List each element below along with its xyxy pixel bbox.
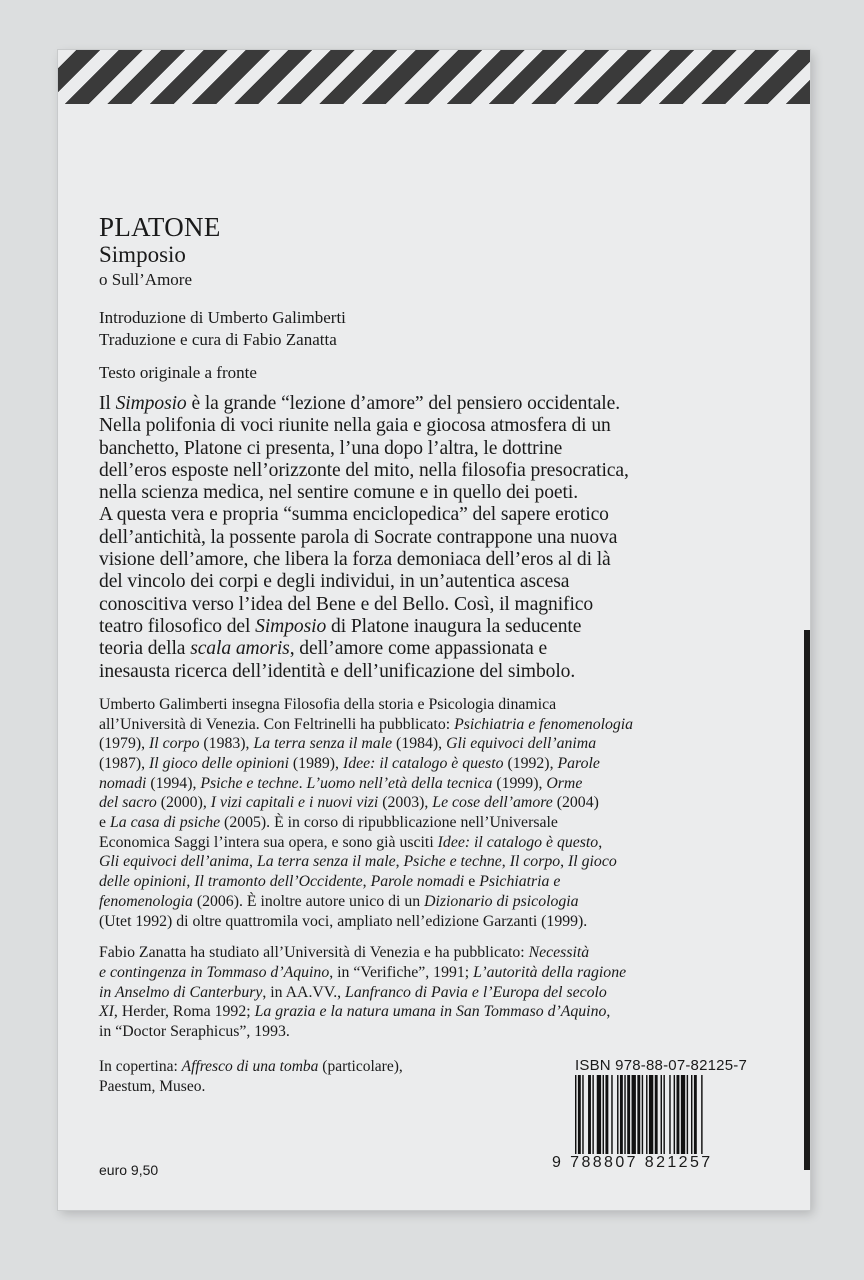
text-run: teatro filosofico del (99, 615, 256, 637)
italic-title-run: fenomenologia (99, 892, 193, 910)
italic-title-run: Il corpo (149, 735, 200, 753)
blurb-line (99, 504, 759, 526)
blurb-line (99, 571, 759, 593)
bio-galimberti-line (99, 754, 759, 774)
bio-zanatta-line (99, 1022, 759, 1042)
bio-zanatta-line (99, 983, 759, 1003)
text-run: Umberto Galimberti insegna Filosofia della storia e Psicologia dinamica (99, 695, 557, 713)
text-run: Paestum, Museo. (99, 1078, 206, 1095)
bio-galimberti-line (99, 734, 759, 754)
barcode-bar (687, 1075, 688, 1157)
italic-title-run: Lanfranco di Pavia e l’Europa del secolo (345, 983, 607, 1001)
blurb-line (99, 616, 759, 638)
italic-title-run: I vizi capitali e i nuovi vizi (210, 794, 379, 812)
text-run: visione dell’amore, che libera la forza demoniaca dell’eros al di là (99, 549, 611, 571)
book-back-cover (58, 50, 810, 1210)
italic-title-run: Parole (557, 754, 600, 772)
text-run: (1979), (99, 735, 150, 753)
text-run: (2000), (156, 794, 211, 812)
barcode-bar (620, 1075, 623, 1157)
barcode-bar (592, 1075, 593, 1157)
credits (99, 307, 759, 351)
text-run: , in AA.VV., (262, 983, 346, 1001)
text-run: dell’eros esposte nell’orizzonte del mito, nella filosofia presocratica, (99, 459, 629, 481)
barcode-bar (632, 1075, 636, 1157)
text-run: (1989), (288, 754, 343, 772)
italic-title-run: Psiche e techne (403, 853, 502, 871)
italic-title-run: nomadi (99, 774, 147, 792)
text-run: , (362, 873, 371, 891)
italic-title-run: Simposio (115, 393, 187, 414)
text-run: (1994), (146, 774, 201, 792)
text-run: teoria della (99, 638, 191, 660)
barcode-bar (627, 1075, 630, 1157)
barcode-bar (603, 1075, 604, 1157)
book-subtitle: o Sull’Amore (99, 270, 193, 289)
bio-galimberti-line (99, 912, 759, 932)
text-run: , (606, 1003, 611, 1021)
barcode-bar (663, 1075, 664, 1157)
text-run: (1987), (99, 754, 150, 772)
text-run: (Utet 1992) di oltre quattromila voci, ampliato nell’edizione Garzanti (1999). (99, 912, 588, 930)
barcode-bar (597, 1075, 601, 1157)
barcode-bar (669, 1075, 670, 1157)
text-run: , (395, 853, 404, 871)
blurb-line (99, 460, 759, 482)
cover-note-line (99, 1057, 519, 1077)
text-run: (1999), (492, 774, 547, 792)
italic-title-run: Psiche e techne (200, 774, 299, 792)
bio-galimberti-line (99, 793, 759, 813)
italic-title-run: Simposio (255, 615, 327, 637)
italic-title-run: Idee: il catalogo è questo (342, 754, 504, 772)
italic-title-run: Psichiatria e fenomenologia (454, 715, 634, 733)
blurb-line (99, 638, 759, 660)
cover-text (99, 212, 759, 1042)
italic-title-run: del sacro (99, 794, 157, 812)
text-run: (1984), (392, 735, 447, 753)
blurb-line (99, 482, 759, 504)
barcode-bar (691, 1075, 692, 1157)
text-run: (particolare), (318, 1058, 403, 1075)
italic-title-run: Psichiatria e (479, 873, 561, 891)
barcode-bar (677, 1075, 680, 1157)
text-run: , in “Verifiche”, 1991; (329, 964, 474, 981)
text-run: del vincolo dei corpi e degli individui, in un’autentica ascesa (99, 571, 570, 593)
bio-galimberti-line (99, 852, 759, 872)
text-run: Fabio Zanatta ha studiato all’Università di Venezia e ha pubblicato: (99, 944, 529, 962)
text-run: conoscitiva verso l’idea del Bene e del Bello. Così, il magnifico (99, 593, 594, 615)
barcode-bar (646, 1075, 647, 1157)
italic-title-run: e contingenza in Tommaso d’Aquino (99, 964, 330, 981)
cover-note-line (99, 1077, 519, 1097)
text-run: , (186, 873, 195, 891)
striped-header-band (58, 50, 810, 104)
bio-galimberti-line (99, 892, 759, 912)
text-run: . (298, 774, 307, 792)
text-run: (2006). È inoltre autore unico di un (192, 892, 425, 910)
text-run: inesausta ricerca dell’identità e dell’unificazione del simbolo. (99, 660, 576, 682)
barcode-bar (649, 1075, 653, 1157)
blurb-line (99, 661, 759, 683)
text-run: in “Doctor Seraphicus”, 1993. (99, 1023, 290, 1041)
italic-title-run: Gli equivoci dell’anima (99, 853, 250, 871)
text-run: (2004) (552, 794, 599, 812)
blurb-line (99, 549, 759, 571)
text-run: , Herder, Roma 1992; (113, 1003, 255, 1021)
blurb-line (99, 415, 759, 437)
italic-title-run: La casa di psiche (109, 814, 221, 832)
text-run: dell’antichità, la possente parola di Socrate contrappone una nuova (99, 526, 618, 548)
italic-title-run: Il gioco delle opinioni (149, 754, 289, 772)
italic-title-run: Parole nomadi (370, 873, 465, 891)
barcode-bar (674, 1075, 675, 1157)
zanatta-bio (99, 943, 759, 1042)
original-text-note: Testo originale a fronte (99, 363, 257, 382)
text-run: , dell’amore come appassionata e (289, 638, 548, 660)
cover-illustration-note (99, 1057, 519, 1097)
barcode-bar (617, 1075, 618, 1157)
barcode-bar (611, 1075, 612, 1157)
italic-title-run: Orme (546, 774, 583, 792)
author-name: PLATONE (99, 212, 221, 242)
italic-title-run: Il corpo (509, 853, 561, 871)
barcode-bar (582, 1075, 583, 1157)
barcode-bar (605, 1075, 608, 1157)
text-run: banchetto, Platone ci presenta, l’una dopo l’altra, le dottrine (99, 437, 563, 459)
text-run: (1983), (199, 735, 254, 753)
italic-title-run: La grazia e la natura umana in San Tommaso d’Aquino (254, 1003, 607, 1021)
barcode-bar (624, 1075, 625, 1157)
text-run: In copertina: (99, 1058, 182, 1075)
text-run: (2005). È in corso di ripubblicazione nell’Universale (220, 814, 558, 832)
text-run: all’Università di Venezia. Con Feltrinelli ha pubblicato: (99, 715, 455, 733)
bio-zanatta-line (99, 1002, 759, 1022)
text-run: (2003), (378, 794, 433, 812)
italic-title-run: Il tramonto dell’Occidente (194, 873, 363, 891)
text-run: Nella polifonia di voci riunite nella gaia e giocosa atmosfera di un (99, 415, 611, 437)
bio-galimberti-line (99, 833, 759, 853)
book-title: Simposio (99, 242, 186, 267)
bio-zanatta-line (99, 943, 759, 963)
barcode-digits-text: 9 788807 821257 (552, 1154, 713, 1171)
barcode-digits (550, 1154, 765, 1172)
isbn-label: ISBN 978-88-07-82125-7 (575, 1057, 748, 1074)
text-run: A questa vera e propria “summa enciclopedica” del sapere erotico (99, 504, 609, 526)
italic-title-run: in Anselmo di Canterbury (99, 983, 263, 1001)
text-run: , (501, 853, 510, 871)
galimberti-bio (99, 695, 759, 931)
text-run: Economica Saggi l’intera sua opera, e sono già usciti (99, 833, 438, 851)
italic-title-run: L’uomo nell’età della tecnica (306, 774, 493, 792)
intro-credit: Introduzione di Umberto Galimberti (99, 308, 346, 327)
bio-galimberti-line (99, 774, 759, 794)
barcode-bar (588, 1075, 591, 1157)
blurb-line (99, 393, 759, 415)
barcode-bar (681, 1075, 685, 1157)
italic-title-run: Le cose dell’amore (432, 794, 553, 812)
text-run: nella scienza medica, nel sentire comune e in quello dei poeti. (99, 482, 578, 504)
barcode-bar (694, 1075, 697, 1157)
blurb-line (99, 594, 759, 616)
text-run: , (249, 853, 257, 871)
italic-title-run: Gli equivoci dell’anima (446, 735, 597, 753)
text-run: e (464, 873, 480, 891)
text-run: è la grande “lezione d’amore” del pensiero occidentale. (186, 393, 621, 414)
italic-title-run: La terra senza il male (253, 735, 393, 753)
italic-title-run: Necessità (528, 944, 590, 962)
italic-title-run: Idee: il catalogo è questo (437, 833, 599, 851)
italic-title-run: Affresco di una tomba (181, 1058, 319, 1075)
italic-title-run: Dizionario di psicologia (424, 892, 579, 910)
blurb-line (99, 527, 759, 549)
bio-galimberti-line (99, 813, 759, 833)
italic-title-run: L’autorità della ragione (473, 964, 627, 981)
bio-galimberti-line (99, 872, 759, 892)
text-run: , (598, 833, 603, 851)
italic-title-run: delle opinioni (99, 873, 187, 891)
italic-title-run: La terra senza il male (256, 853, 396, 871)
bio-galimberti-line (99, 695, 759, 715)
text-run: , (560, 853, 569, 871)
blurb-line (99, 438, 759, 460)
price-label: euro 9,50 (99, 1162, 159, 1178)
text-run: e (99, 814, 110, 832)
translation-credit: Traduzione e cura di Fabio Zanatta (99, 330, 337, 349)
bio-galimberti-line (99, 715, 759, 735)
text-run: di Platone inaugura la seducente (326, 615, 582, 637)
italic-title-run: scala amoris (190, 638, 290, 660)
barcode-bar (661, 1075, 662, 1157)
cover-edge-shadow (804, 630, 810, 1170)
text-run: Il (99, 393, 116, 414)
bio-zanatta-line (99, 963, 759, 983)
italic-title-run: XI (99, 1003, 114, 1021)
barcode-bar (655, 1075, 658, 1157)
blurb-paragraph (99, 393, 759, 683)
text-run: (1992), (503, 754, 558, 772)
italic-title-run: Il gioco (568, 853, 617, 871)
